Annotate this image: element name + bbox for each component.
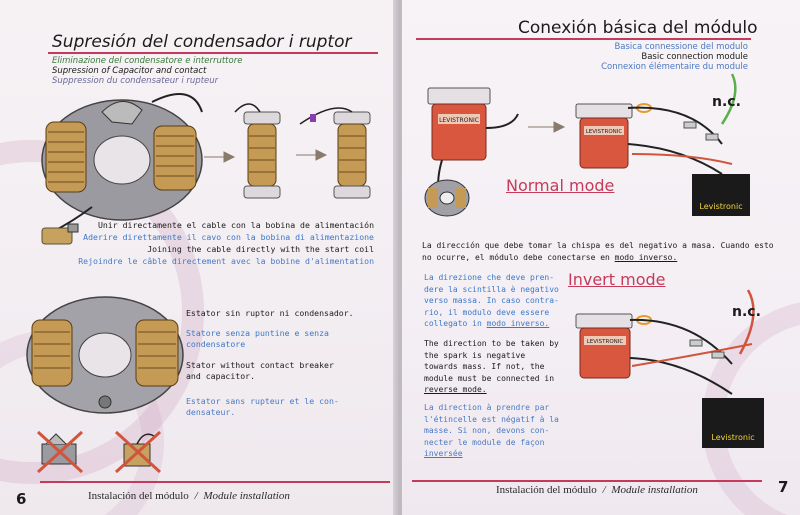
invert-mode-heading: Invert mode — [568, 270, 666, 289]
capacitor-illustration — [40, 222, 80, 248]
footer-separator: / — [194, 490, 198, 502]
title-rule — [416, 38, 751, 40]
stator-without-breaker-illustration — [20, 290, 190, 420]
italian-line: rio, il modulo deve essere — [424, 307, 550, 317]
subtitle-english: Supression of Capacitor and contact — [52, 66, 207, 76]
crossed-breaker-icon — [36, 430, 84, 474]
subtitle-english: Basic connection module — [641, 52, 748, 62]
title-rule — [48, 52, 378, 54]
english-line: the spark is negative — [424, 350, 526, 360]
brand-label: Levistronic — [699, 202, 743, 211]
spanish-line2: no ocurre, el módulo debe conectarse en — [422, 252, 615, 262]
module-wired-illustration — [572, 84, 792, 234]
english-paragraph — [424, 338, 574, 396]
stator-french-line1: Estator sans rupteur et le con- — [186, 396, 339, 406]
stator-italian-line2: condensatore — [186, 339, 246, 349]
module-label: LEVISTRONIC — [439, 117, 479, 124]
spanish-paragraph — [422, 240, 782, 263]
mini-stator-illustration — [422, 176, 472, 220]
page-title: Conexión básica del módulo — [518, 18, 758, 38]
right-page — [402, 0, 800, 515]
subtitle-french: Suppression du condensateur i rupteur — [52, 76, 219, 86]
french-mode-link: inversée — [424, 449, 463, 458]
stator-italian-line1: Statore senza puntine e senza — [186, 328, 329, 338]
arrow-right-icon — [296, 148, 326, 162]
stator-english-line2: and capacitor. — [186, 371, 256, 381]
footer-separator: / — [602, 484, 606, 496]
page-title: Supresión del condensador i ruptor — [52, 32, 352, 52]
italian-paragraph — [424, 272, 574, 330]
french-paragraph — [424, 402, 574, 460]
english-line: towards mass. If not, the — [424, 362, 545, 371]
footer-right — [496, 484, 698, 496]
footer-spanish: Instalación del módulo — [88, 490, 189, 502]
italian-mode-link: modo inverso. — [486, 319, 550, 328]
subtitle-italian: Basica connessione del modulo — [614, 42, 748, 52]
direct-connect-spanish: Unir directamente el cable con la bobina de alimentación — [97, 220, 374, 230]
italian-line: La direzione che deve pren- — [424, 273, 555, 282]
direct-connect-english: Joining the cable directly with the start coil — [147, 244, 374, 254]
stator-with-breaker-illustration — [32, 92, 212, 232]
normal-mode-heading: Normal mode — [506, 176, 615, 195]
footer-english: Module installation — [611, 484, 698, 496]
coil-removed-illustration — [240, 108, 285, 203]
footer-spanish: Instalación del módulo — [496, 484, 597, 496]
italian-line: verso massa. In caso contra- — [424, 296, 559, 305]
footer-rule — [412, 480, 762, 482]
subtitle-italian: Eliminazione del condensatore e interruttore — [52, 56, 243, 66]
direct-connect-french: Rejoindre le câble directement avec la bobine d'alimentation — [78, 256, 374, 266]
footer-left — [88, 490, 290, 502]
subtitle-french: Connexion élémentaire du module — [601, 62, 748, 72]
left-page — [0, 0, 398, 515]
page-number-right: 7 — [778, 478, 789, 496]
french-line: La direction à prendre par — [424, 403, 550, 412]
spanish-line1: La dirección que debe tomar la chispa es del negativo a masa. Cuando esto — [422, 241, 774, 250]
arrow-right-icon — [204, 150, 234, 164]
french-line: l'étincelle est négatif à la — [424, 414, 559, 424]
direct-connect-italian: Aderire direttamente il cavo con la bobina di alimentazione — [83, 232, 374, 242]
english-line: module must be connected in — [424, 373, 555, 383]
stator-english-line1: Stator without contact breaker — [186, 360, 334, 370]
brand-label: Levistronic — [711, 433, 755, 442]
english-line: The direction to be taken by — [424, 339, 559, 348]
crossed-capacitor-icon — [114, 430, 162, 474]
italian-line: collegato in — [424, 319, 487, 328]
arrow-right-icon — [528, 120, 564, 134]
module-label: LEVISTRONIC — [585, 129, 623, 135]
coil-wired-illustration — [330, 108, 375, 203]
nc-label-top: n.c. — [712, 94, 741, 110]
stator-french-line2: densateur. — [186, 407, 236, 417]
module-label: LEVISTRONIC — [586, 339, 624, 345]
footer-rule — [40, 481, 390, 483]
french-line: necter le module de façon — [424, 437, 545, 447]
english-mode-link: reverse mode. — [424, 385, 487, 394]
footer-english: Module installation — [203, 490, 290, 502]
french-line: masse. Si non, devons con- — [424, 426, 550, 435]
page-number-left: 6 — [16, 490, 27, 508]
spanish-mode-link: modo inverso. — [614, 252, 678, 262]
italian-line: dere la scintilla è negativo — [424, 284, 559, 294]
stator-spanish: Estator sin ruptor ni condensador. — [186, 308, 354, 318]
nc-label-bottom: n.c. — [732, 304, 761, 320]
